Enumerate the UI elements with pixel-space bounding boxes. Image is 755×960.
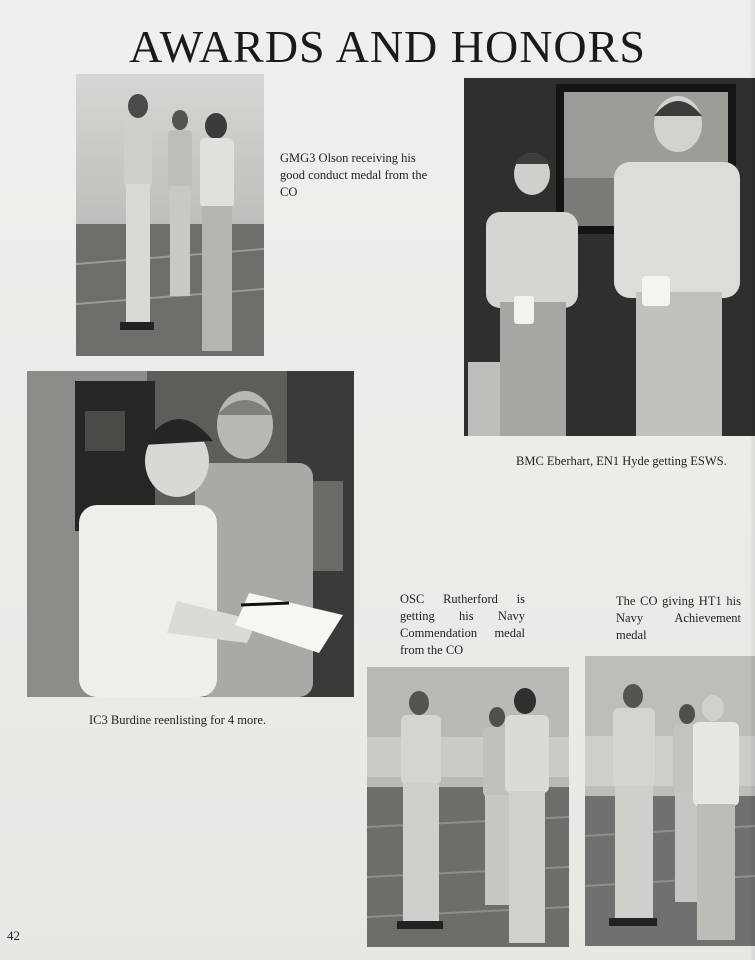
page-number: 42	[7, 928, 20, 943]
caption-eberhart: BMC Eberhart, EN1 Hyde getting ESWS.	[516, 454, 727, 468]
caption-olson: GMG3 Olson receiving his good conduct medal from the CO	[280, 151, 428, 199]
photo-ht1-achievement	[585, 656, 755, 946]
photo-burdine-reenlisting	[27, 371, 354, 697]
caption-rutherford: OSC Rutherford is getting his Navy Commendation medal from the CO	[400, 592, 525, 657]
caption-burdine: IC3 Burdine reenlisting for 4 more.	[89, 713, 267, 727]
photo-olson-medal	[76, 74, 264, 356]
page-title: AWARDS AND HONORS	[129, 21, 646, 72]
photo-rutherford-commendation	[367, 667, 569, 947]
photo-eberhart-hyde	[464, 78, 755, 436]
page-edge-shadow	[749, 0, 755, 960]
caption-ht1: The CO giving HT1 his Navy Achievement medal	[616, 594, 741, 642]
